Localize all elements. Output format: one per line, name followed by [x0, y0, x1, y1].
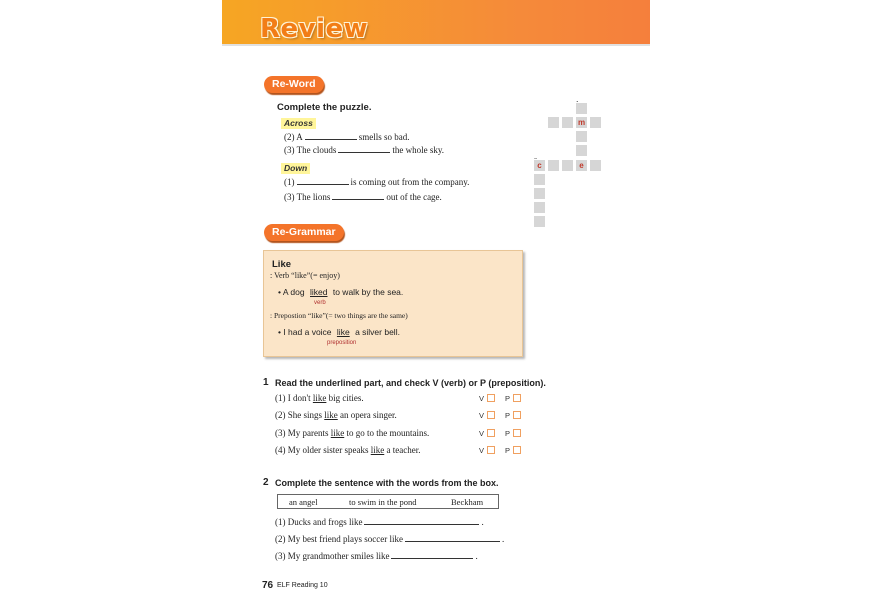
q2-item: (3) My grandmother smiles like . [275, 551, 478, 561]
across-label: Across [281, 118, 316, 129]
word-box [277, 494, 499, 509]
crossword-cell[interactable] [561, 159, 574, 172]
q1-number: 1 [263, 377, 269, 388]
word-choice: an angel [289, 497, 318, 507]
q2-number: 2 [263, 477, 269, 488]
crossword-cell[interactable] [533, 215, 546, 228]
crossword-cell[interactable] [575, 130, 588, 143]
v-label: V [479, 446, 485, 455]
v-label: V [479, 411, 485, 420]
preposition-example: • I had a voice like a silver bell. [278, 327, 400, 337]
page-number: 76 [262, 580, 274, 591]
verb-example: • A dog liked to walk by the sea. [278, 287, 404, 297]
q2-item: (1) Ducks and frogs like . [275, 517, 484, 527]
crossword-cell[interactable] [589, 159, 602, 172]
v-checkbox[interactable] [487, 429, 495, 437]
header-banner [222, 0, 650, 46]
preposition-tag: preposition [327, 340, 357, 346]
preposition-heading: : Prepostion “like”(= two things are the same) [270, 311, 408, 320]
crossword-cell[interactable] [575, 102, 588, 115]
q1-item: (3) My parents like to go to the mountains. [275, 428, 430, 438]
puzzle-instruction: Complete the puzzle. [277, 102, 372, 113]
p-checkbox[interactable] [513, 411, 521, 419]
crossword-cell[interactable] [533, 187, 546, 200]
crossword-cell[interactable] [561, 116, 574, 129]
crossword-cell[interactable] [547, 159, 560, 172]
v-label: V [479, 394, 485, 403]
v-checkbox[interactable] [487, 394, 495, 402]
crossword-cell-e[interactable]: e [575, 159, 588, 172]
down-clue-3: (3) The lions out of the cage. [284, 192, 442, 202]
crossword-cell-m[interactable]: m [575, 116, 588, 129]
word-choice: to swim in the pond [349, 497, 417, 507]
q2-item: (2) My best friend plays soccer like . [275, 534, 505, 544]
q1-item: (2) She sings like an opera singer. [275, 410, 397, 420]
grammar-note-box [263, 250, 523, 357]
v-checkbox[interactable] [487, 446, 495, 454]
book-title: ELF Reading 10 [277, 582, 328, 589]
grammar-box-title: Like [272, 259, 292, 270]
q1-instruction: Read the underlined part, and check V (verb) or P (preposition). [275, 378, 546, 388]
crossword-cell[interactable] [533, 201, 546, 214]
workbook-page [222, 0, 650, 612]
verb-heading: : Verb “like”(= enjoy) [270, 271, 340, 280]
v-checkbox[interactable] [487, 411, 495, 419]
q1-item: (4) My older sister speaks like a teacher. [275, 445, 421, 455]
crossword-cell[interactable] [547, 116, 560, 129]
p-checkbox[interactable] [513, 446, 521, 454]
across-clue-3: (3) The clouds the whole sky. [284, 145, 444, 155]
q1-item: (1) I don't like big cities. [275, 393, 364, 403]
p-label: P [505, 429, 511, 438]
p-checkbox[interactable] [513, 394, 521, 402]
crossword-cell-c[interactable]: c [533, 159, 546, 172]
down-clue-1: (1) is coming out from the company. [284, 177, 470, 187]
page-title: Review [260, 14, 369, 44]
word-choice: Beckham [451, 497, 484, 507]
down-label: Down [281, 163, 310, 174]
crossword-cell[interactable] [589, 116, 602, 129]
q2-instruction: Complete the sentence with the words from the box. [275, 478, 499, 488]
p-label: P [505, 446, 511, 455]
regrammar-section-label: Re-Grammar [264, 224, 344, 241]
p-checkbox[interactable] [513, 429, 521, 437]
v-label: V [479, 429, 485, 438]
crossword-cell[interactable] [575, 144, 588, 157]
p-label: P [505, 411, 511, 420]
reword-section-label: Re-Word [264, 76, 324, 93]
across-clue-2: (2) A smells so bad. [284, 132, 410, 142]
verb-tag: verb [314, 300, 326, 306]
p-label: P [505, 394, 511, 403]
crossword-cell[interactable] [533, 173, 546, 186]
